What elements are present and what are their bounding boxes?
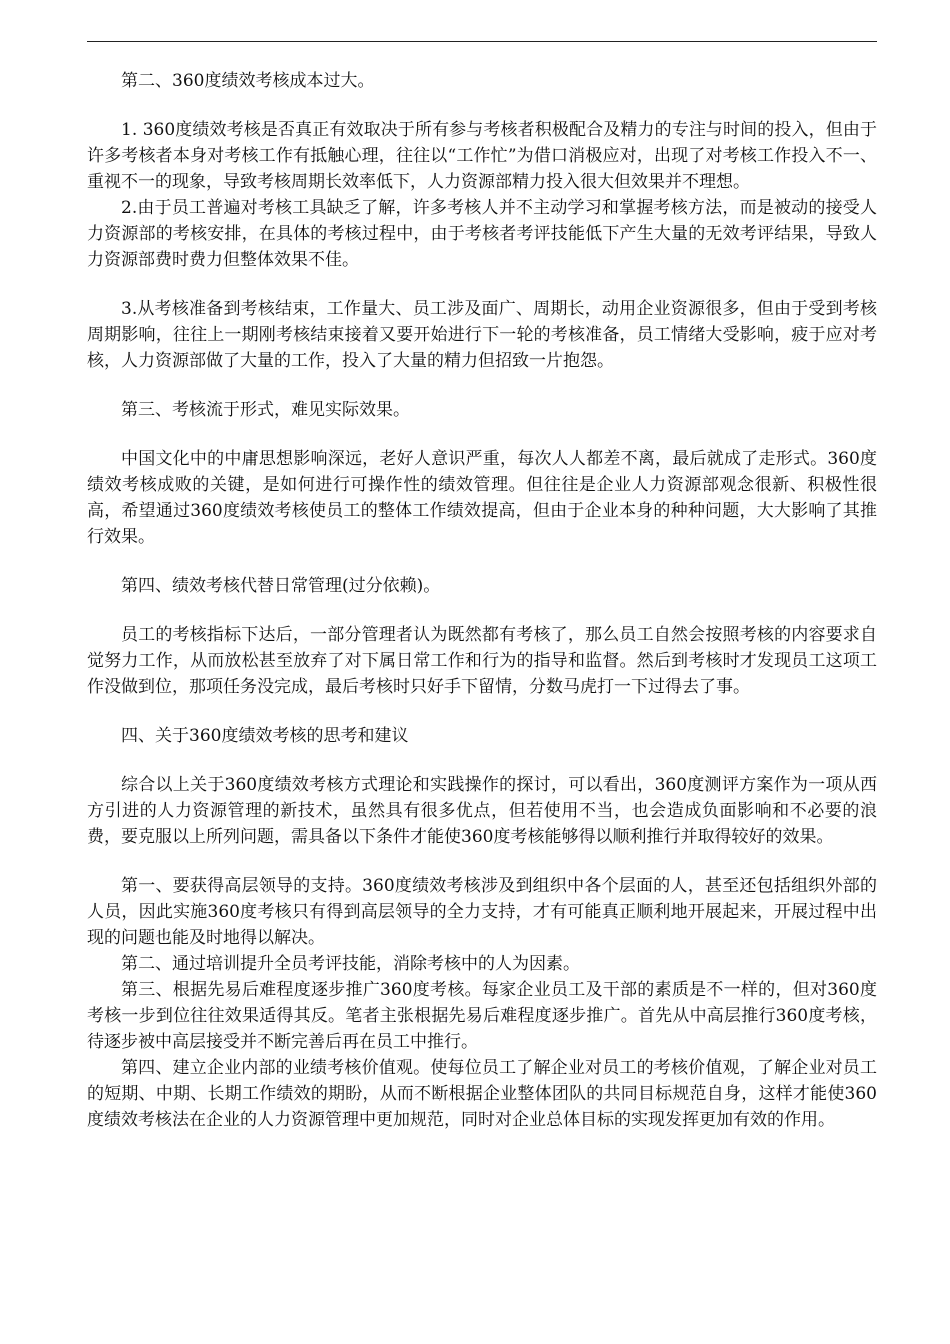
paragraph-suggestion-1: 第一、要获得高层领导的支持。360度绩效考核涉及到组织中各个层面的人，甚至还包括组织外部的人员，因此实施360度考核只有得到高层领导的全力支持，才有可能真正顺利地开展起来，开展过程中出现的问题也能及时地得以解决。 [87,876,877,948]
paragraph-formality: 中国文化中的中庸思想影响深远，老好人意识严重，每次人人都差不离，最后就成了走形式。360度绩效考核成败的关键，是如何进行可操作性的绩效管理。但往往是企业人力资源部观念很新、积极性很高，希望通过360度绩效考核使员工的整体工作绩效提高，但由于企业本身的种种问题，大大影响了其推行效果。 [87,449,877,547]
section-heading-cost: 第二、360度绩效考核成本过大。 [121,71,375,91]
paragraph-suggestion-4: 第四、建立企业内部的业绩考核价值观。使每位员工了解企业对员工的考核价值观，了解企业对员工的短期、中期、长期工作绩效的期盼，从而不断根据企业整体团队的共同目标规范自身，这样才能使360度绩效考核法在企业的人力资源管理中更加规范，同时对企业总体目标的实现发挥更加有效的作用。 [87,1058,877,1130]
paragraph-point-3: 3.从考核准备到考核结束，工作量大、员工涉及面广、周期长，动用企业资源很多，但由于受到考核周期影响，往往上一期刚考核结束接着又要开始进行下一轮的考核准备，员工情绪大受影响，疲于应对考核，人力资源部做了大量的工作，投入了大量的精力但招致一片抱怨。 [87,299,877,371]
paragraph-dependency: 员工的考核指标下达后，一部分管理者认为既然都有考核了，那么员工自然会按照考核的内容要求自觉努力工作，从而放松甚至放弃了对下属日常工作和行为的指导和监督。然后到考核时才发现员工这项工作没做到位，那项任务没完成，最后考核时只好手下留情，分数马虎打一下过得去了事。 [87,625,877,697]
header-rule [87,41,877,42]
document-body [87,68,877,1133]
section-heading-formality: 第三、考核流于形式，难见实际效果。 [121,400,410,420]
section-heading-suggestions: 四、关于360度绩效考核的思考和建议 [121,726,409,746]
paragraph-suggestion-2: 第二、通过培训提升全员考评技能，消除考核中的人为因素。 [121,954,580,974]
paragraph-summary: 综合以上关于360度绩效考核方式理论和实践操作的探讨，可以看出，360度测评方案作为一项从西方引进的人力资源管理的新技术，虽然具有很多优点，但若使用不当，也会造成负面影响和不必要的浪费，要克服以上所列问题，需具备以下条件才能使360度考核能够得以顺利推行并取得较好的效果。 [87,775,877,847]
paragraph-suggestion-3: 第三、根据先易后难程度逐步推广360度考核。每家企业员工及干部的素质是不一样的，但对360度考核一步到位往往效果适得其反。笔者主张根据先易后难程度逐步推广。首先从中高层推行360度考核，待逐步被中高层接受并不断完善后再在员工中推行。 [87,980,877,1052]
paragraph-point-1: 1. 360度绩效考核是否真正有效取决于所有参与考核者积极配合及精力的专注与时间的投入，但由于许多考核者本身对考核工作有抵触心理，往往以“工作忙”为借口消极应对，出现了对考核工作投入不一、重视不一的现象，导致考核周期长效率低下，人力资源部精力投入很大但效果并不理想。 [87,120,877,192]
section-heading-dependency: 第四、绩效考核代替日常管理(过分依赖)。 [121,576,441,596]
paragraph-point-2: 2.由于员工普遍对考核工具缺乏了解，许多考核人并不主动学习和掌握考核方法，而是被动的接受人力资源部的考核安排，在具体的考核过程中，由于考核者考评技能低下产生大量的无效考评结果，导致人力资源部费时费力但整体效果不佳。 [87,198,877,270]
